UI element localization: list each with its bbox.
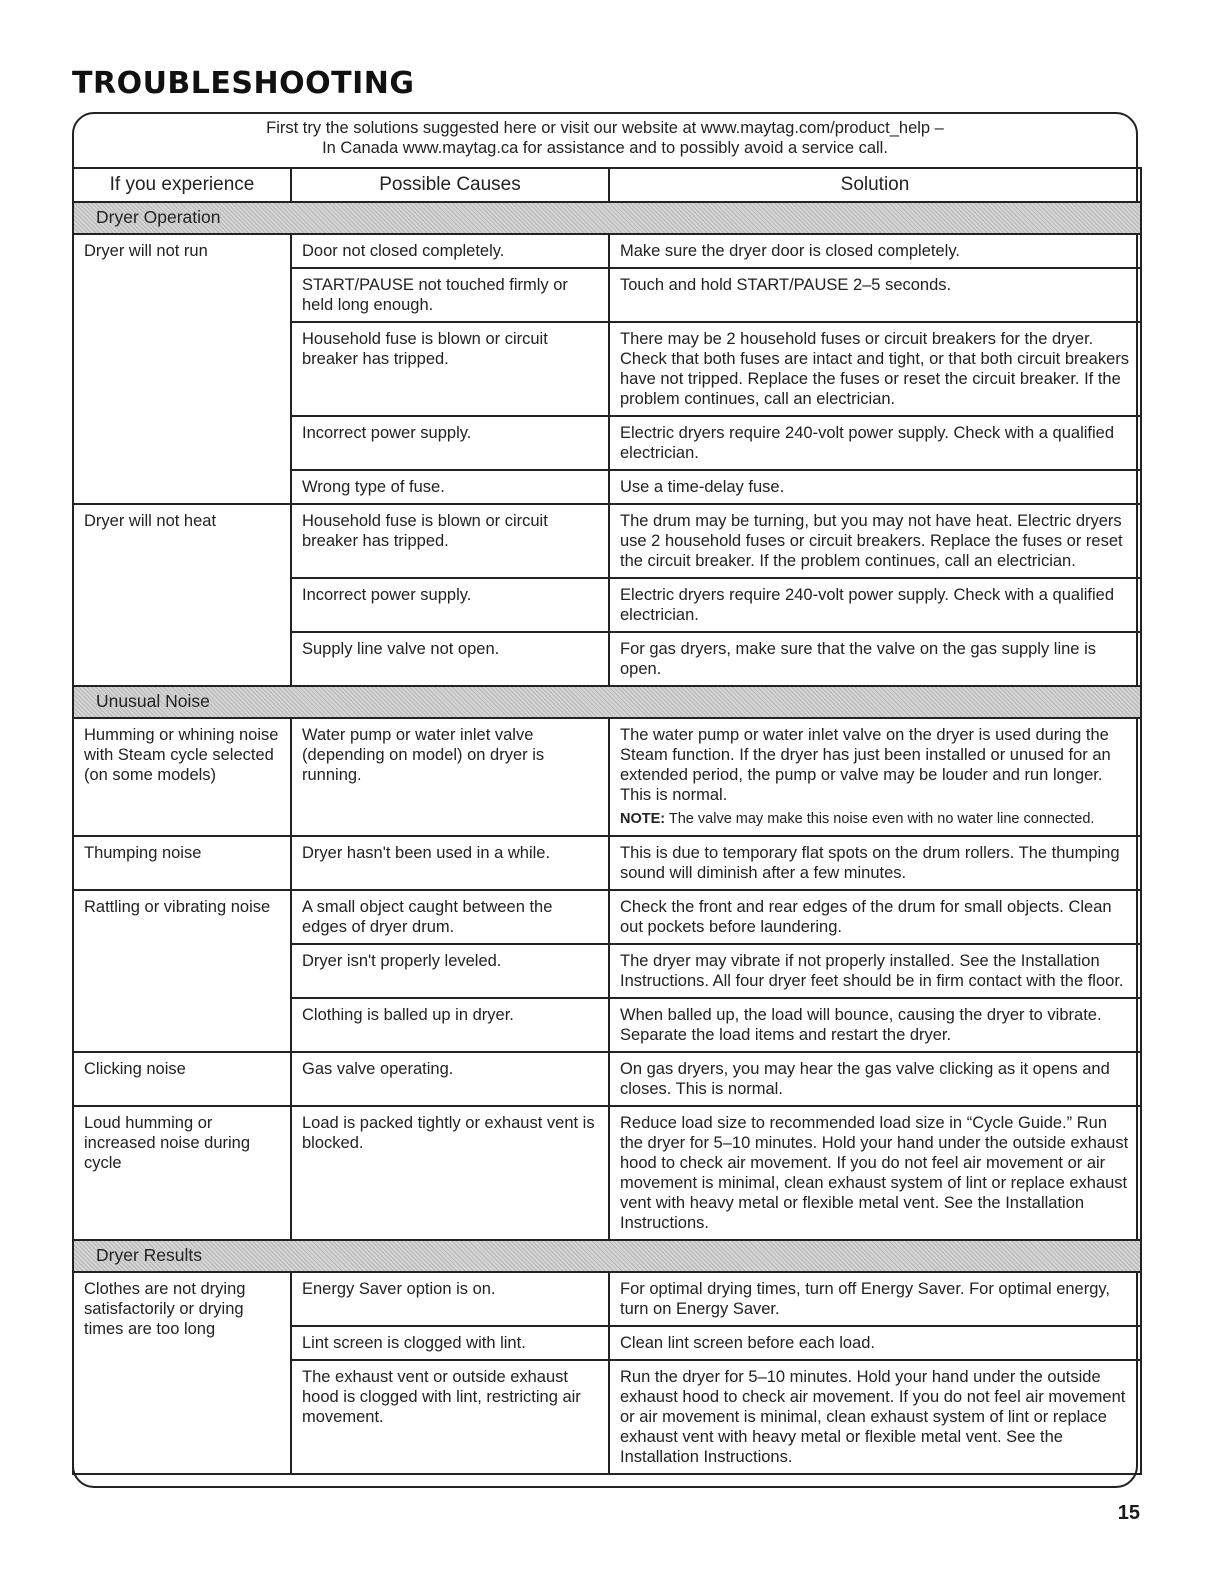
solution-text: When balled up, the load will bounce, causing the dryer to vibrate. Separate the load items and restart the dryer. (620, 1006, 1102, 1044)
solution-cell (609, 1360, 1141, 1474)
solution-text: Run the dryer for 5–10 minutes. Hold your hand under the outside exhaust hood to check air movement. If you do not feel air movement or air movement is minimal, clean exhaust system of lint or replace exhaust vent with heavy metal or flexible metal vent. See the Installation Instructions. (620, 1368, 1126, 1466)
table-row (73, 890, 1141, 944)
solution-note (620, 809, 1132, 829)
section-title: Dryer Operation (73, 202, 1141, 234)
cause-cell: START/PAUSE not touched firmly or held long enough. (291, 268, 609, 322)
symptom-cell: Clicking noise (73, 1052, 291, 1106)
cause-cell: The exhaust vent or outside exhaust hood is clogged with lint, restricting air movement. (291, 1360, 609, 1474)
cause-cell: Wrong type of fuse. (291, 470, 609, 504)
solution-cell (609, 504, 1141, 578)
troubleshooting-table (72, 167, 1142, 1475)
solution-text: Reduce load size to recommended load size in “Cycle Guide.” Run the dryer for 5–10 minutes. Hold your hand under the outside exhaust hood to check air movement. If you do not feel air movement or air movement is minimal, clean exhaust system of lint or replace exhaust vent with heavy metal or flexible metal vent. See the Installation Instructions. (620, 1114, 1129, 1232)
cause-cell: Energy Saver option is on. (291, 1272, 609, 1326)
solution-cell (609, 470, 1141, 504)
table-body (73, 202, 1141, 1474)
solution-text: This is due to temporary flat spots on the drum rollers. The thumping sound will diminish after a few minutes. (620, 844, 1120, 882)
table-row (73, 1106, 1141, 1240)
solution-text: The water pump or water inlet valve on the dryer is used during the Steam function. If the dryer has just been installed or unused for an extended period, the pump or valve may be louder and run longer. This is normal. (620, 726, 1111, 804)
table-row (73, 836, 1141, 890)
symptom-cell: Loud humming or increased noise during cycle (73, 1106, 291, 1240)
note-label: NOTE: (620, 811, 666, 827)
section-title: Unusual Noise (73, 686, 1141, 718)
solution-cell (609, 1326, 1141, 1360)
solution-text: Clean lint screen before each load. (620, 1334, 875, 1352)
solution-cell (609, 322, 1141, 416)
symptom-cell: Rattling or vibrating noise (73, 890, 291, 1052)
cause-cell: Load is packed tightly or exhaust vent is blocked. (291, 1106, 609, 1240)
cause-cell: Clothing is balled up in dryer. (291, 998, 609, 1052)
page-number: 15 (1117, 1502, 1140, 1524)
solution-text: Electric dryers require 240-volt power supply. Check with a qualified electrician. (620, 586, 1115, 624)
cause-cell: Gas valve operating. (291, 1052, 609, 1106)
intro-text (72, 118, 1138, 158)
symptom-cell: Clothes are not drying satisfactorily or drying times are too long (73, 1272, 291, 1474)
section-title: Dryer Results (73, 1240, 1141, 1272)
cause-cell: Household fuse is blown or circuit breaker has tripped. (291, 322, 609, 416)
solution-text: Electric dryers require 240-volt power supply. Check with a qualified electrician. (620, 424, 1115, 462)
table-row (73, 718, 1141, 836)
solution-cell (609, 632, 1141, 686)
solution-text: Make sure the dryer door is closed completely. (620, 242, 960, 260)
section-header-row (73, 202, 1141, 234)
cause-cell: Household fuse is blown or circuit breaker has tripped. (291, 504, 609, 578)
solution-text: There may be 2 household fuses or circuit breakers for the dryer. Check that both fuses are intact and tight, or that both circuit breakers have not tripped. Replace the fuses or reset the circuit breaker. If the problem continues, call an electrician. (620, 330, 1130, 408)
table-row (73, 234, 1141, 268)
table-row (73, 1272, 1141, 1326)
cause-cell: Supply line valve not open. (291, 632, 609, 686)
cause-cell: Incorrect power supply. (291, 578, 609, 632)
solution-cell (609, 944, 1141, 998)
solution-cell (609, 1272, 1141, 1326)
solution-cell (609, 268, 1141, 322)
intro-line-2: In Canada www.maytag.ca for assistance and to possibly avoid a service call. (322, 139, 888, 157)
symptom-cell: Dryer will not run (73, 234, 291, 504)
solution-cell (609, 836, 1141, 890)
cause-cell: Dryer isn't properly leveled. (291, 944, 609, 998)
cause-cell: Dryer hasn't been used in a while. (291, 836, 609, 890)
page-title: TROUBLESHOOTING (72, 66, 415, 101)
header-solution: Solution (609, 168, 1141, 202)
solution-text: Touch and hold START/PAUSE 2–5 seconds. (620, 276, 952, 294)
solution-text: For optimal drying times, turn off Energy Saver. For optimal energy, turn on Energy Saver. (620, 1280, 1111, 1318)
solution-cell (609, 1106, 1141, 1240)
solution-text: The dryer may vibrate if not properly installed. See the Installation Instructions. All four dryer feet should be in firm contact with the floor. (620, 952, 1124, 990)
header-symptom: If you experience (73, 168, 291, 202)
cause-cell: Incorrect power supply. (291, 416, 609, 470)
intro-line-1: First try the solutions suggested here or visit our website at www.maytag.com/product_help – (266, 119, 944, 137)
symptom-cell: Thumping noise (73, 836, 291, 890)
solution-cell (609, 1052, 1141, 1106)
solution-cell (609, 998, 1141, 1052)
table-row (73, 1052, 1141, 1106)
header-causes: Possible Causes (291, 168, 609, 202)
table-row (73, 504, 1141, 578)
section-header-row (73, 1240, 1141, 1272)
symptom-cell: Humming or whining noise with Steam cycle selected (on some models) (73, 718, 291, 836)
cause-cell: A small object caught between the edges of dryer drum. (291, 890, 609, 944)
cause-cell: Door not closed completely. (291, 234, 609, 268)
solution-cell (609, 890, 1141, 944)
solution-text: Use a time-delay fuse. (620, 478, 785, 496)
solution-cell (609, 578, 1141, 632)
solution-text: For gas dryers, make sure that the valve on the gas supply line is open. (620, 640, 1096, 678)
table-header-row (73, 168, 1141, 202)
solution-text: Check the front and rear edges of the drum for small objects. Clean out pockets before laundering. (620, 898, 1112, 936)
section-header-row (73, 686, 1141, 718)
solution-text: The drum may be turning, but you may not have heat. Electric dryers use 2 household fuses or circuit breakers. Replace the fuses or reset the circuit breaker. If the problem continues, call an electrician. (620, 512, 1123, 570)
solution-text: On gas dryers, you may hear the gas valve clicking as it opens and closes. This is normal. (620, 1060, 1110, 1098)
note-text: The valve may make this noise even with no water line connected. (668, 811, 1095, 827)
solution-cell (609, 234, 1141, 268)
solution-cell (609, 718, 1141, 836)
cause-cell: Water pump or water inlet valve (depending on model) on dryer is running. (291, 718, 609, 836)
solution-cell (609, 416, 1141, 470)
symptom-cell: Dryer will not heat (73, 504, 291, 686)
cause-cell: Lint screen is clogged with lint. (291, 1326, 609, 1360)
